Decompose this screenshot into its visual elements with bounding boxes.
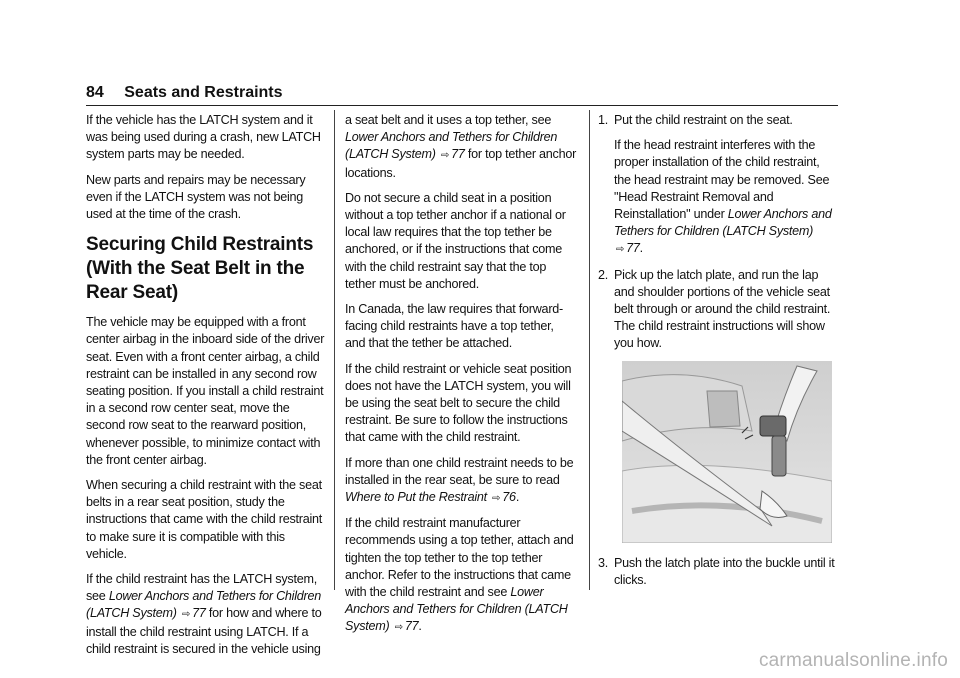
column-left: [86, 112, 326, 666]
paragraph: a seat belt and it uses a top tether, see Lower Anchors and Tethers for Children (LATCH System) ⇨ 77 for top tether anchor locations.: [345, 113, 577, 180]
step-number: 1.: [598, 113, 609, 127]
column-divider: [589, 110, 590, 590]
cross-reference-link[interactable]: Lower Anchors and Tethers for Children (LATCH System): [86, 589, 321, 621]
watermark: carmanualsonline.info: [758, 650, 948, 671]
page-reference[interactable]: 77: [626, 241, 640, 256]
page-reference[interactable]: 77: [192, 606, 206, 621]
step-number: 2.: [598, 267, 609, 282]
paragraph: If the vehicle has the LATCH system and it was being used during a crash, new LATCH system parts may be needed.: [86, 113, 321, 162]
latch-plate-illustration-icon: [622, 361, 832, 543]
page-reference[interactable]: 76: [502, 490, 516, 505]
page-arrow-icon: ⇨: [181, 609, 191, 621]
page-reference[interactable]: 77: [404, 619, 419, 634]
step-item: [598, 112, 838, 259]
step-subtext: If the head restraint interferes with the proper installation of the child restraint, the head restraint may be removed. See "Head Restraint Removal and Reinstallation" under Lower Anchors and Tethers for Children (LATCH System) ⇨ 77.: [614, 138, 832, 256]
paragraph: If the child restraint or vehicle seat position does not have the LATCH system, you will be using the seat belt to secure the child restraint. Be sure to follow the instructions that came with the child restraint.: [345, 361, 572, 445]
paragraph: If the child restraint manufacturer recommends using a top tether, attach and tighten the top tether to the top tether anchor. Refer to the instructions that came with the child restraint and see Lower Anchors and Tethers for Children (LATCH System) ⇨ 77.: [345, 516, 574, 634]
paragraph: New parts and repairs may be necessary even if the LATCH system was not being used at the time of the crash.: [86, 172, 306, 222]
seatbelt-illustration: [622, 361, 832, 543]
cross-reference-link[interactable]: Lower Anchors and Tethers for Children (LATCH System): [345, 585, 568, 634]
cross-reference-link[interactable]: Where to Put the Restraint: [345, 490, 487, 505]
page-arrow-icon: ⇨: [440, 150, 450, 162]
step-number: 3.: [598, 555, 609, 570]
cross-reference-link[interactable]: Lower Anchors and Tethers for Children (LATCH System): [345, 130, 558, 162]
step-text: Put the child restraint on the seat.: [614, 113, 793, 127]
column-right: [598, 112, 838, 597]
paragraph: In Canada, the law requires that forward-facing child restraints have a top tether, and that the tether be attached.: [345, 302, 563, 351]
step-text: Pick up the latch plate, and run the lap and shoulder portions of the vehicle seat belt through or around the child restraint. The child restraint instructions will show you how.: [614, 267, 831, 351]
paragraph: When securing a child restraint with the seat belts in a rear seat position, study the instructions that came with the child restraint to make sure it is compatible with this vehicle.: [86, 478, 323, 561]
step-item: [598, 267, 838, 353]
page-arrow-icon: ⇨: [394, 622, 403, 634]
paragraph: If the child restraint has the LATCH system, see Lower Anchors and Tethers for Children (LATCH System) ⇨ 77 for how and where to install the child restraint using LATCH. If a child restraint is secured in the vehicle using: [86, 572, 322, 656]
steps-list: [598, 112, 838, 353]
column-divider: [334, 110, 335, 590]
paragraph: Do not secure a child seat in a position without a top tether anchor if a national or local law requires that the top tether be anchored, or if the instructions that come with the child restraint say that the top tether must be anchored.: [345, 190, 566, 291]
paragraph: The vehicle may be equipped with a front center airbag in the inboard side of the driver seat. Even with a front center airbag, a child restraint can be installed in any second row seating position. If you install a child restraint in a second row center seat, move the second row seat to the rearward position, whenever possible, to minimize contact with the front center airbag.: [86, 315, 325, 467]
section-heading: Securing Child Restraints (With the Seat Belt in the Rear Seat): [86, 234, 314, 304]
page-arrow-icon: ⇨: [492, 493, 501, 505]
cross-reference-link[interactable]: Lower Anchors and Tethers for Children (LATCH System): [614, 207, 832, 239]
step-item: [598, 555, 838, 589]
step-text: Push the latch plate into the buckle until it clicks.: [614, 555, 835, 587]
page-number: 84: [86, 84, 104, 101]
page-header: [86, 84, 838, 106]
paragraph: If more than one child restraint needs to be installed in the rear seat, be sure to read Where to Put the Restraint ⇨ 76.: [345, 455, 574, 505]
page-reference[interactable]: 77: [451, 147, 465, 162]
section-title: Seats and Restraints: [124, 84, 283, 101]
column-middle: [345, 112, 577, 645]
page-arrow-icon: ⇨: [616, 244, 625, 256]
steps-list: [598, 555, 838, 589]
